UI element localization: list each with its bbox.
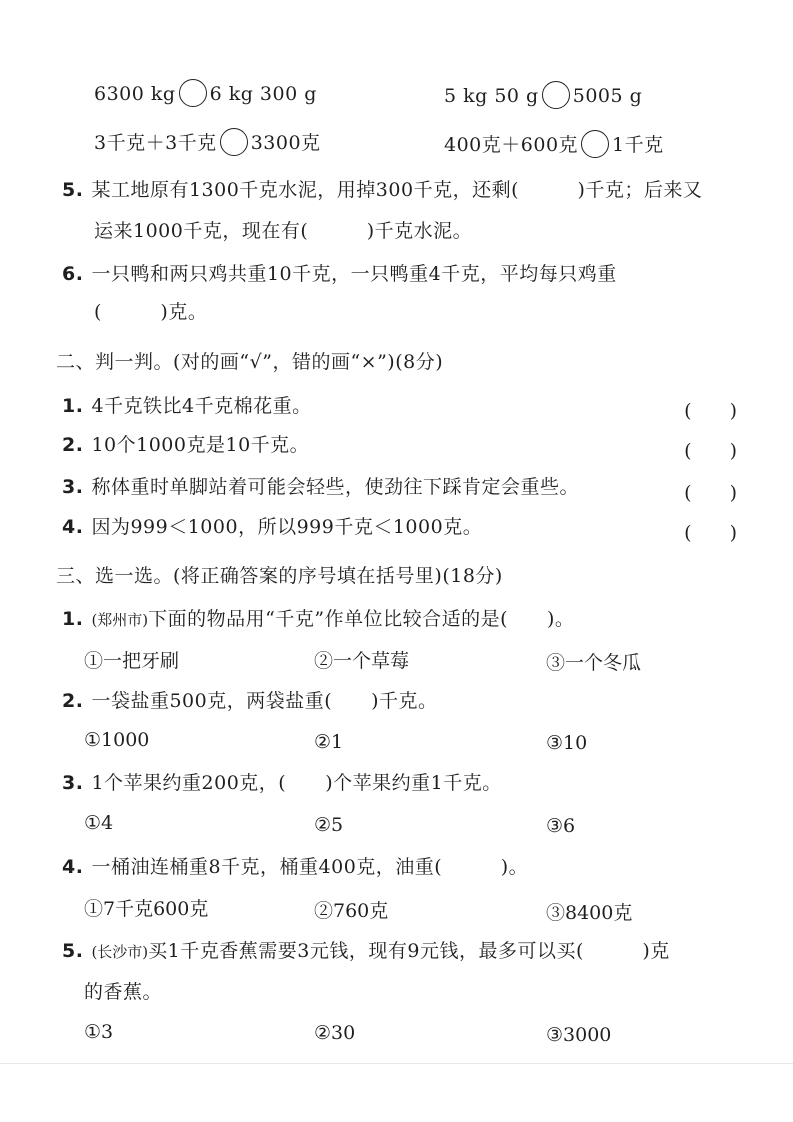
choose-q1-option-2[interactable]: ②一个草莓 bbox=[314, 650, 410, 672]
compare-row-2-right bbox=[444, 133, 664, 158]
choose-q1-option-3[interactable]: ③一个冬瓜 bbox=[546, 652, 642, 674]
judge-answer-paren-1[interactable]: ( ) bbox=[684, 400, 737, 422]
choose-q2-option-3[interactable]: ③10 bbox=[546, 732, 588, 754]
judge-item-2 bbox=[62, 433, 309, 457]
choose-q1-option-1[interactable]: ①一把牙刷 bbox=[84, 650, 180, 672]
choose-question-5-line-2 bbox=[84, 980, 162, 1004]
question-number: 2. bbox=[62, 690, 84, 712]
fill-question-5-line-1 bbox=[62, 178, 702, 202]
scan-divider bbox=[0, 1063, 793, 1064]
judge-item-3 bbox=[62, 475, 579, 499]
question-text: 下面的物品用“千克”作单位比较合适的是( )。 bbox=[148, 608, 575, 630]
fill-question-5-line-2 bbox=[94, 219, 472, 243]
compare-value: 5 kg 50 g bbox=[444, 85, 539, 107]
compare-value: 6300 kg bbox=[94, 83, 176, 105]
judge-answer-paren-4[interactable]: ( ) bbox=[684, 522, 737, 544]
question-text: 一袋盐重500克，两袋盐重( )千克。 bbox=[91, 690, 438, 712]
compare-row-1-right bbox=[444, 84, 642, 109]
compare-value: 1千克 bbox=[612, 134, 664, 156]
question-source: (长沙市) bbox=[91, 943, 149, 961]
compare-circle-blank[interactable] bbox=[220, 128, 248, 156]
question-number: 5. bbox=[62, 179, 84, 201]
question-text: 买1千克香蕉需要3元钱，现有9元钱，最多可以买( )克 bbox=[148, 940, 670, 962]
question-number: 3. bbox=[62, 476, 84, 498]
question-text: 一只鸭和两只鸡共重10千克，一只鸭重4千克，平均每只鸡重 bbox=[91, 263, 617, 285]
choose-q5-option-1[interactable]: ①3 bbox=[84, 1021, 114, 1043]
judge-answer-paren-3[interactable]: ( ) bbox=[684, 482, 737, 504]
compare-value: 5005 g bbox=[572, 85, 643, 107]
compare-value: 6 kg 300 g bbox=[209, 83, 317, 105]
judge-item-4 bbox=[62, 515, 482, 539]
judge-answer-paren-2[interactable]: ( ) bbox=[684, 440, 737, 462]
question-source: (郑州市) bbox=[91, 611, 149, 629]
question-number: 5. bbox=[62, 940, 84, 962]
compare-value: 400克＋600克 bbox=[444, 134, 579, 156]
choose-q2-option-2[interactable]: ②1 bbox=[314, 731, 344, 753]
choose-q5-option-2[interactable]: ②30 bbox=[314, 1022, 356, 1044]
question-number: 1. bbox=[62, 395, 84, 417]
choose-q5-option-3[interactable]: ③3000 bbox=[546, 1024, 612, 1046]
question-text: 因为999＜1000，所以999千克＜1000克。 bbox=[91, 516, 483, 538]
choose-q3-option-1[interactable]: ①4 bbox=[84, 812, 114, 834]
choose-q4-option-2[interactable]: ②760克 bbox=[314, 900, 389, 922]
question-number: 2. bbox=[62, 434, 84, 456]
question-text: 称体重时单脚站着可能会轻些，使劲往下踩肯定会重些。 bbox=[91, 476, 579, 498]
choose-question-5-line-1 bbox=[62, 939, 670, 964]
choose-q2-option-1[interactable]: ①1000 bbox=[84, 729, 150, 751]
choose-question-4 bbox=[62, 855, 528, 879]
question-text: 一桶油连桶重8千克，桶重400克，油重( )。 bbox=[91, 856, 529, 878]
choose-question-2 bbox=[62, 689, 438, 713]
question-text: 某工地原有1300千克水泥，用掉300千克，还剩( )千克；后来又 bbox=[91, 179, 703, 201]
question-number: 1. bbox=[62, 608, 84, 630]
fill-question-6-line-1 bbox=[62, 262, 617, 286]
compare-row-2-left bbox=[94, 131, 321, 156]
choose-q3-option-2[interactable]: ②5 bbox=[314, 814, 344, 836]
choose-q4-option-3[interactable]: ③8400克 bbox=[546, 902, 633, 924]
judge-item-1 bbox=[62, 394, 312, 418]
question-text: 的香蕉。 bbox=[84, 981, 163, 1003]
compare-row-1-left bbox=[94, 82, 317, 107]
question-text: 4千克铁比4千克棉花重。 bbox=[91, 395, 312, 417]
choose-q3-option-3[interactable]: ③6 bbox=[546, 815, 576, 837]
compare-circle-blank[interactable] bbox=[179, 79, 207, 107]
compare-value: 3千克＋3千克 bbox=[94, 132, 217, 154]
fill-question-6-line-2 bbox=[94, 300, 207, 324]
question-number: 6. bbox=[62, 263, 84, 285]
question-text: 1个苹果约重200克，( )个苹果约重1千克。 bbox=[91, 772, 502, 794]
question-text: 10个1000克是10千克。 bbox=[91, 434, 310, 456]
choose-question-1 bbox=[62, 607, 574, 632]
section-heading-choose: 三、选一选。(将正确答案的序号填在括号里)(18分) bbox=[56, 565, 503, 587]
question-number: 3. bbox=[62, 772, 84, 794]
compare-value: 3300克 bbox=[250, 132, 321, 154]
question-number: 4. bbox=[62, 856, 84, 878]
choose-q4-option-1[interactable]: ①7千克600克 bbox=[84, 898, 209, 920]
section-heading-judge: 二、判一判。(对的画“√”，错的画“×”)(8分) bbox=[56, 351, 444, 373]
question-number: 4. bbox=[62, 516, 84, 538]
question-text: 运来1000千克，现在有( )千克水泥。 bbox=[94, 220, 473, 242]
choose-question-3 bbox=[62, 771, 502, 795]
compare-circle-blank[interactable] bbox=[542, 81, 570, 109]
question-text: ( )克。 bbox=[94, 301, 208, 323]
compare-circle-blank[interactable] bbox=[581, 130, 609, 158]
